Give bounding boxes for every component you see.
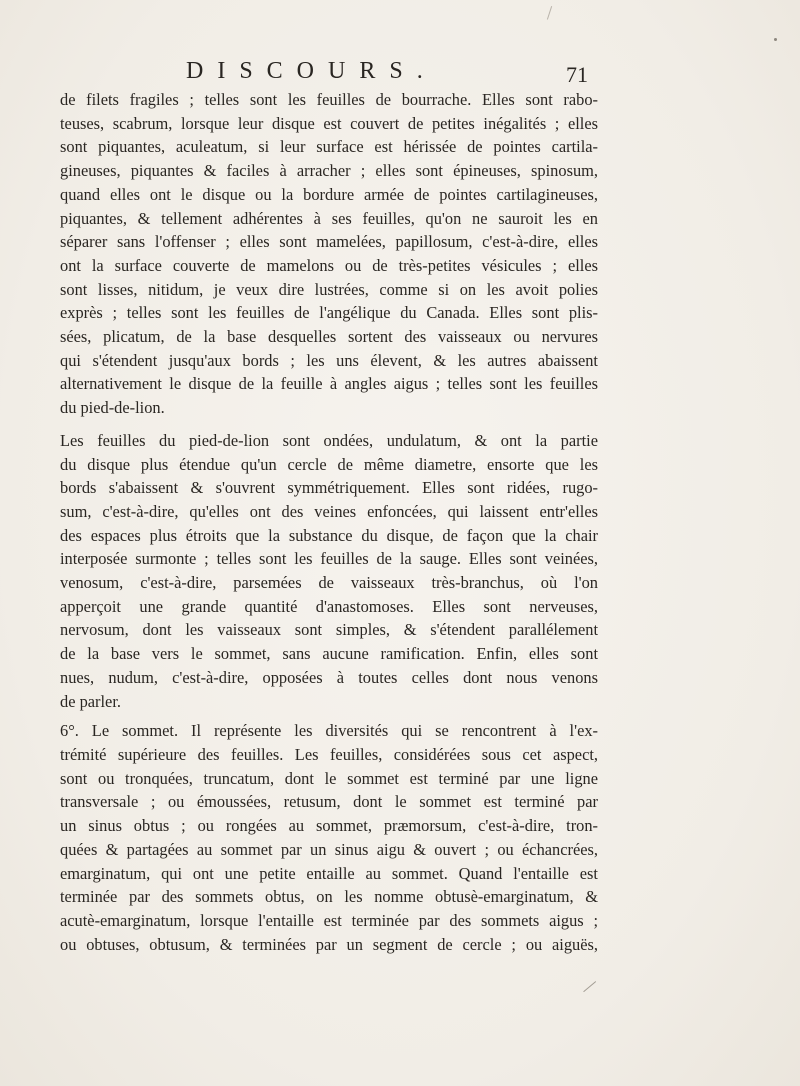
text-line: qui s'étendent jusqu'aux bords ; les uns élevent, & les autres abaissent [60,350,598,370]
text-line: séparer sans l'offenser ; elles sont mamelées, papillosum, c'est-à-dire, elles [60,232,598,252]
text-line: alternativement le disque de la feuille à angles aigus ; telles sont les feuilles [60,374,598,394]
text-line: Les feuilles du pied-de-lion sont ondées, undulatum, & ont la partie [60,430,598,450]
text-line: exprès ; telles sont les feuilles de l'angélique du Canada. Elles sont plis- [60,303,598,323]
pencil-mark [583,981,597,993]
text-line: nues, nudum, c'est-à-dire, opposées à toutes celles dont nous venons [60,667,598,687]
text-line: trémité supérieure des feuilles. Les feuilles, considérées sous cet aspect, [60,744,598,764]
text-line: sont lisses, nitidum, je veux dire lustrées, comme si on les avoit polies [60,279,598,299]
running-title: DISCOURS. [186,58,437,84]
text-line: nervosum, dont les vaisseaux sont simples, & s'étendent parallélement [60,620,598,640]
page-number: 71 [566,62,588,87]
text-line: ont la surface couverte de mamelons ou de très-petites vésicules ; elles [60,255,598,275]
text-line: interposée surmonte ; telles sont les feuilles de la sauge. Elles sont veinées, [60,549,598,569]
text-line: 6°. Le sommet. Il représente les diversités qui se rencontrent à l'ex- [60,721,598,741]
paragraph-3 [60,719,598,956]
text-line: gineuses, piquantes & faciles à arracher ; elles sont épineuses, spinosum, [60,161,598,181]
paragraph-2 [60,429,598,713]
text-line: quand elles ont le disque ou la bordure armée de pointes cartilagineuses, [60,184,598,204]
pencil-mark [547,6,553,20]
paragraph-1 [60,88,598,420]
text-line: emarginatum, qui ont une petite entaille au sommet. Quand l'entaille est [60,863,598,883]
text-line: de filets fragiles ; telles sont les feuilles de bourrache. Elles sont rabo- [60,90,598,109]
text-line: terminée par des sommets obtus, on les nomme obtusè-emarginatum, & [60,887,598,907]
text-line: transversale ; ou émoussées, retusum, dont le sommet est terminé par [60,792,598,812]
text-line: sont piquantes, aculeatum, si leur surface est hérissée de pointes cartila- [60,137,598,157]
text-line: sées, plicatum, de la base desquelles sortent des vaisseaux ou nervures [60,327,598,347]
text-line: quées & partagées au sommet par un sinus aigu & ouvert ; ou échancrées, [60,839,598,859]
text-line: venosum, c'est-à-dire, parsemées de vaisseaux très-branchus, où l'on [60,573,598,593]
ink-speck [774,38,777,41]
body-text [60,88,598,956]
text-line: acutè-emarginatum, lorsque l'entaille est terminée par des sommets aigus ; [60,910,598,930]
text-line: teuses, scabrum, lorsque leur disque est couvert de petites inégalités ; elles [60,113,598,133]
text-line: piquantes, & tellement adhérentes à ses feuilles, qu'on ne sauroit les en [60,208,598,228]
text-line: bords s'abaissent & s'ouvrent symmétriquement. Elles sont ridées, rugo- [60,478,598,498]
text-line: des espaces plus étroits que la substance du disque, de façon que la chair [60,525,598,545]
text-line: de la base vers le sommet, sans aucune ramification. Enfin, elles sont [60,644,598,664]
text-line: sont ou tronquées, truncatum, dont le sommet est terminé par une ligne [60,768,598,788]
text-line: apperçoit une grande quantité d'anastomoses. Elles sont nerveuses, [60,596,598,616]
text-line: ou obtuses, obtusum, & terminées par un segment de cercle ; ou aiguës, [60,934,598,954]
text-line: sum, c'est-à-dire, qu'elles ont des veines enfoncées, qui laissent entr'elles [60,501,598,521]
text-line: du disque plus étendue qu'un cercle de même diametre, ensorte que les [60,454,598,474]
text-line: du pied-de-lion. [60,398,165,418]
text-line: un sinus obtus ; ou rongées au sommet, præmorsum, c'est-à-dire, tron- [60,816,598,836]
text-line: de parler. [60,691,121,711]
